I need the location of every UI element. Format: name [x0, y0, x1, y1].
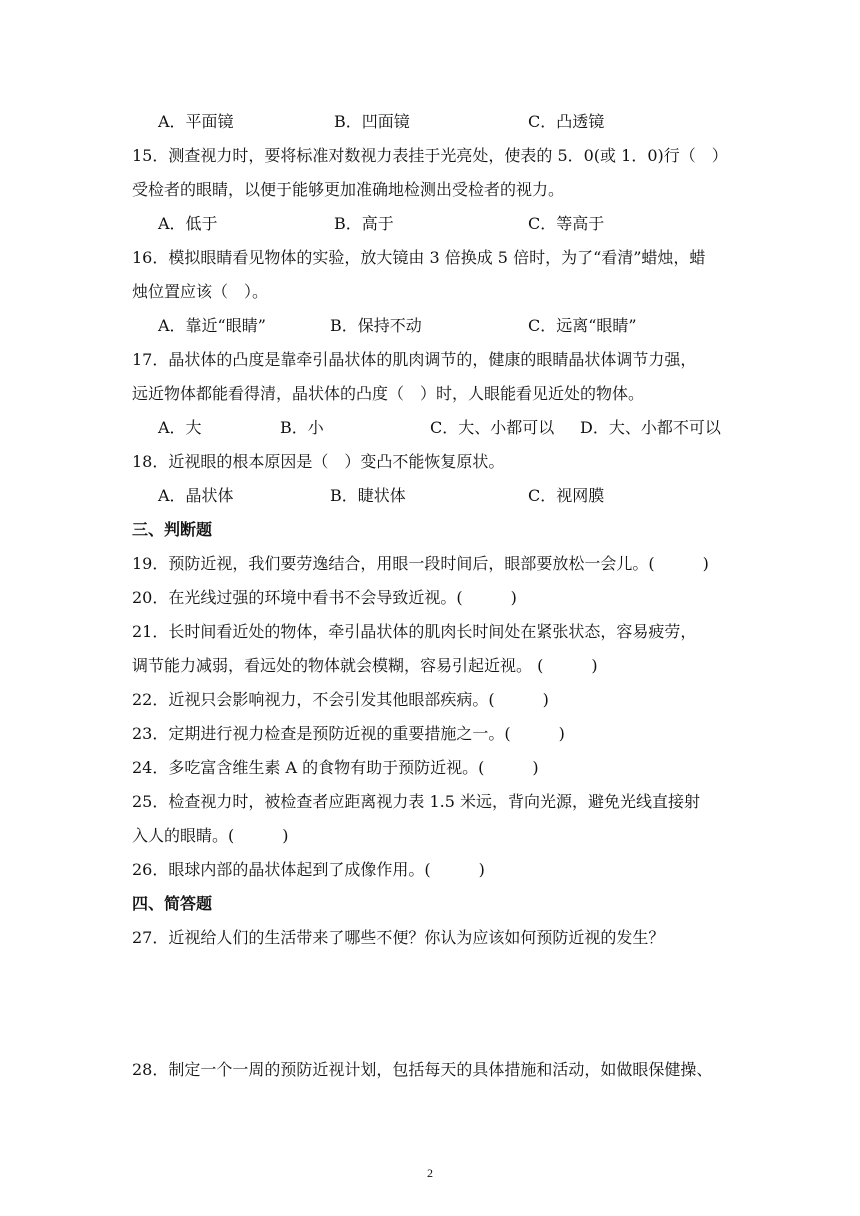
q26: 26．眼球内部的晶状体起到了成像作用。( ) — [132, 860, 485, 879]
q16-option-a: A．靠近“眼睛” — [158, 316, 266, 335]
q22: 22．近视只会影响视力，不会引发其他眼部疾病。( ) — [132, 690, 549, 709]
q24: 24．多吃富含维生素 A 的食物有助于预防近视。( ) — [132, 758, 539, 777]
q23: 23．定期进行视力检查是预防近视的重要措施之一。( ) — [132, 724, 565, 743]
section-heading-judgment: 三、判断题 — [132, 520, 213, 539]
q27: 27．近视给人们的生活带来了哪些不便？你认为应该如何预防近视的发生？ — [132, 928, 665, 947]
q15-line-1: 15．测查视力时，要将标准对数视力表挂于光亮处，使表的 5．0(或 1．0)行（ ） — [132, 146, 728, 165]
q17-option-c: C．大、小都可以 — [430, 418, 555, 437]
q18-option-c: C．视网膜 — [528, 486, 605, 505]
q14-option-c: C．凸透镜 — [528, 112, 605, 131]
q28: 28．制定一个一周的预防近视计划，包括每天的具体措施和活动，如做眼保健操、 — [132, 1060, 713, 1079]
section-heading-short-answer: 四、简答题 — [132, 894, 213, 913]
q17-line-2: 远近物体都能看得清，晶状体的凸度（ ）时，人眼能看见近处的物体。 — [132, 384, 645, 403]
q17-option-d: D．大、小都不可以 — [580, 418, 721, 437]
q21-line-1: 21．长时间看近处的物体，牵引晶状体的肌肉长时间处在紧张状态，容易疲劳， — [132, 622, 697, 641]
q21-line-2: 调节能力减弱，看远处的物体就会模糊，容易引起近视。 ( ) — [132, 656, 598, 675]
q18-option-b: B．睫状体 — [330, 486, 406, 505]
q16-option-b: B．保持不动 — [330, 316, 422, 335]
q19: 19．预防近视，我们要劳逸结合，用眼一段时间后，眼部要放松一会儿。( ) — [132, 554, 709, 573]
page-number: 2 — [427, 1166, 433, 1180]
q18-line-1: 18．近视眼的根本原因是（ ）变凸不能恢复原状。 — [132, 452, 505, 471]
q16-line-1: 16．模拟眼睛看见物体的实验，放大镜由 3 倍换成 5 倍时，为了“看清”蜡烛，蜡 — [132, 248, 706, 267]
q16-line-2: 烛位置应该（ ）。 — [132, 282, 269, 301]
q15-option-c: C．等高于 — [528, 214, 605, 233]
q16-option-c: C．远离“眼睛” — [528, 316, 637, 335]
q17-line-1: 17．晶状体的凸度是靠牵引晶状体的肌肉调节的，健康的眼睛晶状体调节力强， — [132, 350, 697, 369]
q20: 20．在光线过强的环境中看书不会导致近视。( ) — [132, 588, 517, 607]
q14-option-a: A．平面镜 — [158, 112, 234, 131]
q25-line-2: 入人的眼睛。( ) — [132, 826, 289, 845]
q15-option-a: A．低于 — [158, 214, 218, 233]
q17-option-b: B．小 — [280, 418, 324, 437]
q25-line-1: 25．检查视力时，被检查者应距离视力表 1.5 米远，背向光源，避免光线直接射 — [132, 792, 700, 811]
q18-option-a: A．晶状体 — [158, 486, 234, 505]
q15-line-2: 受检者的眼睛，以便于能够更加准确地检测出受检者的视力。 — [132, 180, 565, 199]
q14-option-b: B．凹面镜 — [334, 112, 410, 131]
q17-option-a: A．大 — [158, 418, 202, 437]
q15-option-b: B．高于 — [334, 214, 394, 233]
